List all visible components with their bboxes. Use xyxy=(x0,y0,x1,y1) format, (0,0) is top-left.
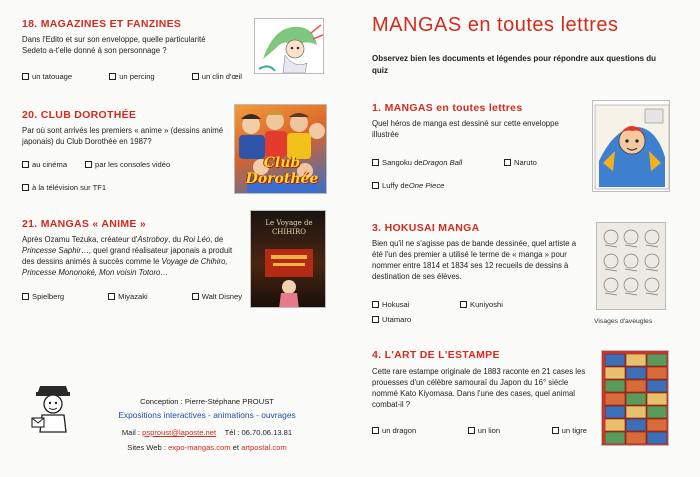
q1-option-2[interactable]: Naruto xyxy=(504,158,537,167)
checkbox[interactable] xyxy=(372,301,379,308)
q21-title: 21. MANGAS « ANIME » xyxy=(22,218,147,230)
manga-character-illustration xyxy=(254,18,324,74)
checkbox[interactable] xyxy=(22,161,29,168)
checkbox[interactable] xyxy=(504,159,511,166)
checkbox[interactable] xyxy=(22,184,29,191)
q4-option-3[interactable]: un tigre xyxy=(552,426,587,435)
checkbox[interactable] xyxy=(372,316,379,323)
q1-option-3[interactable]: Luffy de One Piece xyxy=(372,181,444,190)
website-link-1[interactable]: expo-mangas.com xyxy=(168,443,231,452)
q1-option-1[interactable]: Sangoku de Dragon Ball xyxy=(372,158,462,167)
website-link-2[interactable]: artpostal.com xyxy=(241,443,287,452)
q3-text: Bien qu'il ne s'agisse pas de bande dessinée, quel artiste a été l'un des premier a utilisé le terme de « manga » pour nommer entre 1814 et 1834 ses 12 recueils de dessins à destination de ses élèves. xyxy=(372,239,577,281)
poster-title: Le Voyage de CHIHIRO xyxy=(265,219,313,236)
q3-option-2[interactable]: Kuniyoshi xyxy=(460,300,503,309)
credit-conception: Conception : Pierre-Stéphane PROUST xyxy=(140,397,274,406)
checkbox[interactable] xyxy=(460,301,467,308)
q21-option-2[interactable]: Miyazaki xyxy=(108,292,148,301)
q18-title: 18. MAGAZINES ET FANZINES xyxy=(22,18,182,30)
q18-option-3[interactable]: un clin d'œil xyxy=(192,72,242,81)
checkbox[interactable] xyxy=(109,73,116,80)
checkbox[interactable] xyxy=(372,427,379,434)
q20-text: Par où sont arrivés les premiers « anime » (dessins animé japonais) du Club Dorothée en 1987? xyxy=(22,126,224,146)
club-dorothee-photo xyxy=(234,104,327,194)
q20-option-3[interactable]: à la télévision sur TF1 xyxy=(22,183,106,192)
credit-contact: Mail : psproust@laposte.net Tél : 06.70.06.13.81 xyxy=(121,428,293,437)
page-title: MANGAS en toutes lettres xyxy=(372,14,619,36)
checkbox[interactable] xyxy=(192,293,199,300)
q4-option-2[interactable]: un lion xyxy=(468,426,500,435)
credit-expositions: Expositions interactives - animations - ouvrages xyxy=(118,410,296,420)
email-link[interactable]: psproust@laposte.net xyxy=(142,428,217,437)
q4-text: Cette rare estampe originale de 1883 raconte en 21 cases les prouesses d'un célèbre samouraï du Japon du 16° siècle nommé Kato Kiyomasa. Dans l'une des cases, quel animal combat-il ? xyxy=(372,367,586,409)
q1-text: Quel héros de manga est dessiné sur cette enveloppe illustrée xyxy=(372,119,559,139)
credit-websites: Sites Web : expo-mangas.com et artpostal.com xyxy=(127,443,287,452)
q3-option-1[interactable]: Hokusai xyxy=(372,300,409,309)
hokusai-caption: Visages d'aveugles xyxy=(594,318,653,325)
checkbox[interactable] xyxy=(85,161,92,168)
q18-option-1[interactable]: un tatouage xyxy=(22,72,72,81)
q4-option-1[interactable]: un dragon xyxy=(372,426,416,435)
checkbox[interactable] xyxy=(552,427,559,434)
q3-title: 3. HOKUSAI MANGA xyxy=(372,222,480,234)
checkbox[interactable] xyxy=(372,159,379,166)
illustrated-envelope xyxy=(592,100,670,192)
checkbox[interactable] xyxy=(108,293,115,300)
q4-title: 4. L'ART DE L'ESTAMPE xyxy=(372,349,500,361)
q18-text: Dans l'Edito et sur son enveloppe, quelle particularité Sedeto a-t'elle donné à son personnage ? xyxy=(22,35,206,55)
checkbox[interactable] xyxy=(22,73,29,80)
q1-title: 1. MANGAS en toutes lettres xyxy=(372,102,523,114)
q20-option-1[interactable]: au cinéma xyxy=(22,160,67,169)
q21-option-3[interactable]: Walt Disney xyxy=(192,292,242,301)
chihiro-poster xyxy=(250,210,326,308)
checkbox[interactable] xyxy=(192,73,199,80)
q21-option-1[interactable]: Spielberg xyxy=(22,292,64,301)
hokusai-sketches xyxy=(596,222,666,310)
q21-text: Après Ozamu Tezuka, créateur d'Astroboy, du Roi Léo, de Princesse Saphir…, quel grand réalisateur japonais a produit des dessins animés à succès comme le Voyage de Chihiro, Princesse Mononoké, Mon voisin Totoro… xyxy=(22,235,233,277)
q20-option-2[interactable]: par les consoles vidéo xyxy=(85,160,170,169)
checkbox[interactable] xyxy=(468,427,475,434)
q20-title: 20. CLUB DOROTHÉE xyxy=(22,109,137,121)
club-dorothee-logo: Club Dorothée xyxy=(245,155,319,187)
estampe-print xyxy=(601,350,669,446)
page-intro: Observez bien les documents et légendes pour répondre aux questions du quiz xyxy=(372,54,657,75)
checkbox[interactable] xyxy=(22,293,29,300)
q18-option-2[interactable]: un percing xyxy=(109,72,154,81)
postman-mascot-icon xyxy=(30,382,76,436)
q3-option-3[interactable]: Utamaro xyxy=(372,315,411,324)
checkbox[interactable] xyxy=(372,182,379,189)
